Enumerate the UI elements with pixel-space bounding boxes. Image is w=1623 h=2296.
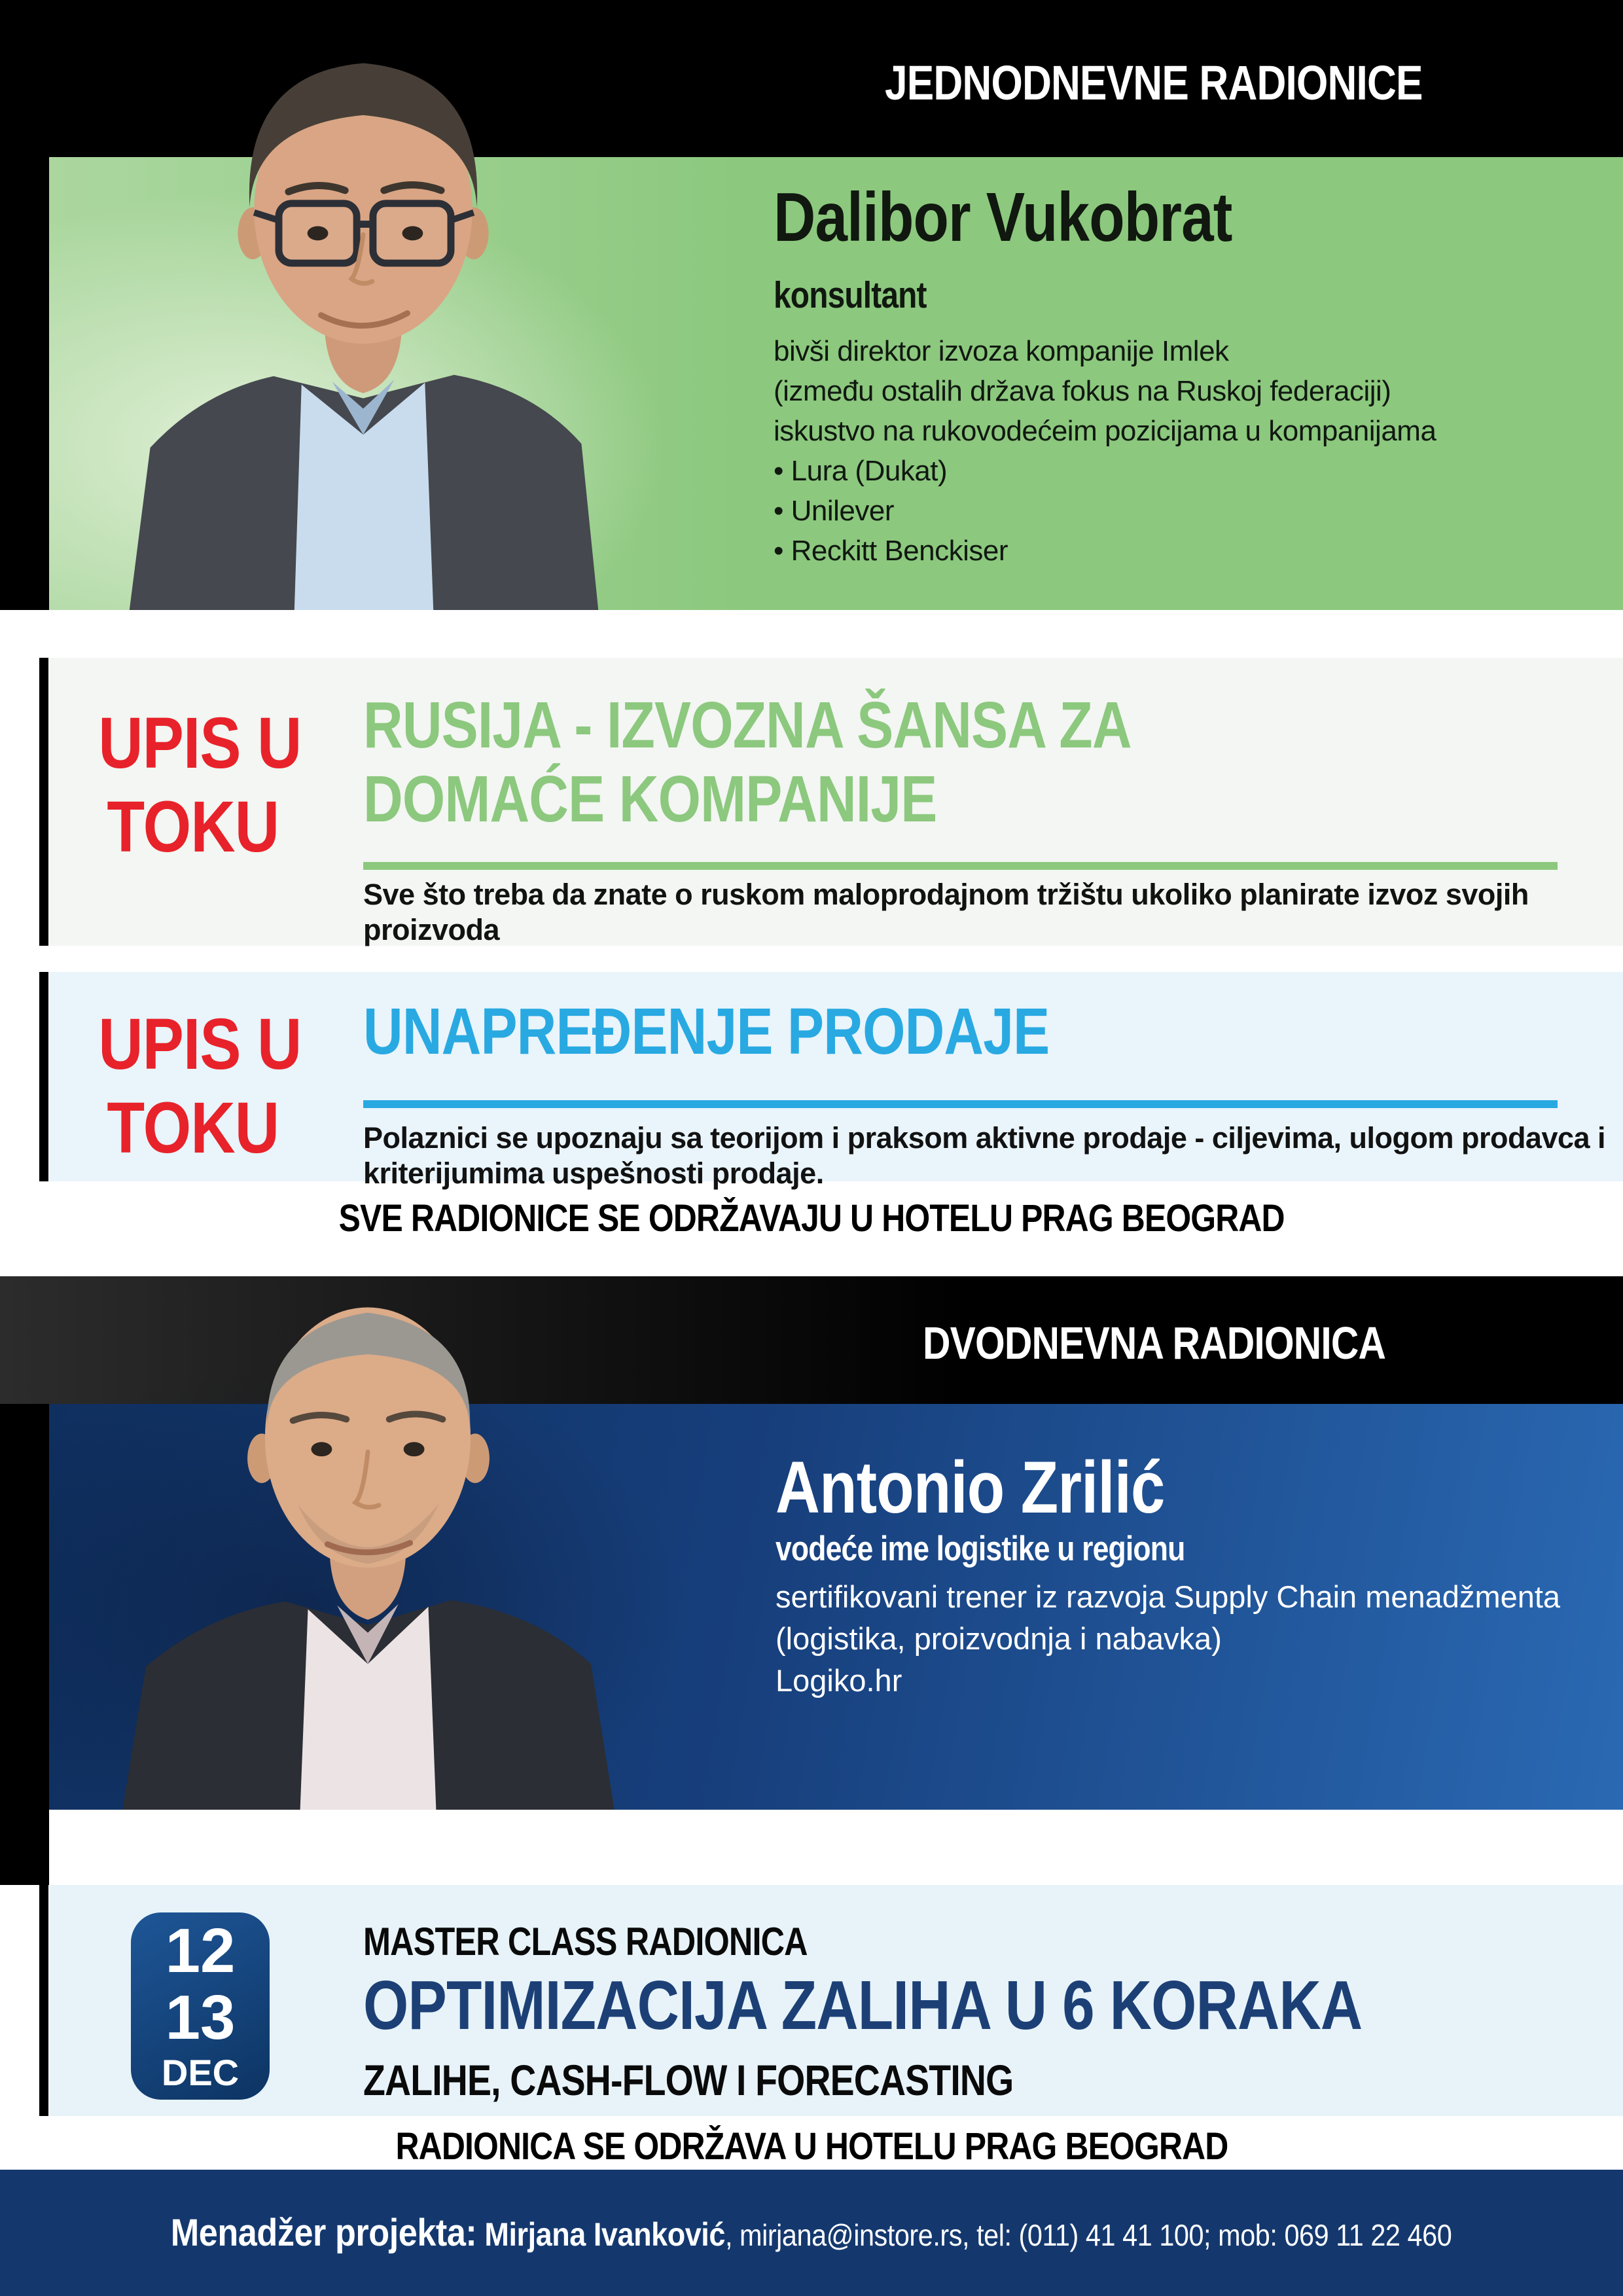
workshop2-title-text: UNAPREĐENJE PRODAJE <box>363 995 1050 1068</box>
date-day-1: 12 <box>165 1916 236 1986</box>
speaker2-portrait-illustration <box>49 1250 687 1810</box>
bio-bullet: • Unilever <box>774 495 895 527</box>
venue-note-2 <box>0 2125 1623 2168</box>
workshop1-status-line1: UPIS U <box>98 703 302 783</box>
bio-line: iskustvo na rukovodećeim pozicijama u kompanijama <box>774 415 1436 447</box>
speaker1-name-text: Dalibor Vukobrat <box>774 179 1232 256</box>
speaker2-name <box>776 1445 1239 1530</box>
speaker1-photo <box>49 12 681 610</box>
workshop2-underline <box>363 1100 1558 1108</box>
bio-line: bivši direktor izvoza kompanije Imlek <box>774 335 1229 367</box>
workshop1-status-line2: TOKU <box>107 787 279 867</box>
workshop1-description: Sve što treba da znate o ruskom maloprodajnom tržištu ukoliko planirate izvoz svojih proizvoda <box>363 878 1529 946</box>
masterclass-title <box>363 1966 1552 2045</box>
bio-bullet: • Reckitt Benckiser <box>774 535 1008 567</box>
left-rule-workshop2 <box>39 972 48 1181</box>
section2-banner-title-text: DVODNEVNA RADIONICA <box>923 1318 1386 1369</box>
section2-banner-title <box>923 1317 1474 1369</box>
speaker2-photo <box>49 1247 687 1810</box>
workshop2-status <box>82 1003 304 1170</box>
footer-contact-details: , mirjana@instore.rs, tel: (011) 41 41 100; mob: 069 11 22 460 <box>725 2218 1452 2252</box>
venue-note-1-text: SVE RADIONICE SE ODRŽAVAJU U HOTELU PRAG BEOGRAD <box>338 1197 1285 1240</box>
workshop1-title-line2: DOMAĆE KOMPANIJE <box>363 762 937 836</box>
speaker2-role <box>776 1529 1263 1569</box>
masterclass-title-text: OPTIMIZACIJA ZALIHA U 6 KORAKA <box>363 1967 1363 2044</box>
speaker2-role-text: vodeće ime logistike u regionu <box>776 1530 1185 1568</box>
left-margin-top <box>0 157 49 610</box>
workshop1-title-line1: RUSIJA - IZVOZNA ŠANSA ZA <box>363 689 1132 762</box>
workshop2-status-line1: UPIS U <box>98 1004 302 1085</box>
speaker1-bio <box>774 331 1436 571</box>
top-banner-title <box>885 55 1525 111</box>
date-badge <box>131 1912 270 2100</box>
footer-bar <box>0 2170 1623 2296</box>
date-day-2: 13 <box>165 1982 236 2053</box>
workshop1-title <box>363 689 1277 836</box>
bio-line: (između ostalih država fokus na Ruskoj federaciji) <box>774 375 1391 407</box>
workshop2-title <box>363 995 1180 1069</box>
bio-line: (logistika, proizvodnja i nabavka) <box>776 1621 1222 1656</box>
bio-line: sertifikovani trener iz razvoja Supply Chain menadžmenta <box>776 1579 1561 1614</box>
venue-note-2-text: RADIONICA SE ODRŽAVA U HOTELU PRAG BEOGRAD <box>395 2125 1228 2168</box>
bio-bullet: • Lura (Dukat) <box>774 455 948 487</box>
speaker1-name <box>774 178 1319 257</box>
masterclass-subtitle <box>363 2055 1137 2105</box>
workshop2-description: Polaznici se upoznaju sa teorijom i praksom aktivne prodaje - ciljevima, ulogom prodavca i kriterijumima uspešnosti prodaje. <box>363 1121 1606 1190</box>
footer-manager-name: Mirjana Ivanković <box>476 2216 726 2253</box>
speaker1-portrait-illustration <box>49 18 681 610</box>
workshop1-underline <box>363 862 1558 870</box>
footer-contact-line <box>171 2211 1452 2255</box>
masterclass-kicker <box>363 1919 892 1964</box>
workshop2-status-line2: TOKU <box>107 1088 279 1168</box>
speaker2-bio <box>776 1576 1560 1702</box>
speaker1-role <box>774 274 955 317</box>
footer-label: Menadžer projekta: <box>171 2212 477 2254</box>
left-rule-workshop1 <box>39 658 48 946</box>
top-banner-title-text: JEDNODNEVNE RADIONICE <box>884 56 1423 110</box>
date-month: DEC <box>161 2052 240 2093</box>
speaker1-role-text: konsultant <box>774 274 927 316</box>
workshop1-status <box>82 702 304 869</box>
bio-line: Logiko.hr <box>776 1663 902 1698</box>
masterclass-subtitle-text: ZALIHE, CASH-FLOW I FORECASTING <box>363 2056 1014 2104</box>
speaker2-name-text: Antonio Zrilić <box>776 1446 1165 1528</box>
left-rule-masterclass <box>39 1885 48 2116</box>
venue-note-1 <box>0 1196 1623 1240</box>
left-margin-bottom <box>0 1404 49 1885</box>
masterclass-kicker-text: MASTER CLASS RADIONICA <box>363 1920 808 1964</box>
